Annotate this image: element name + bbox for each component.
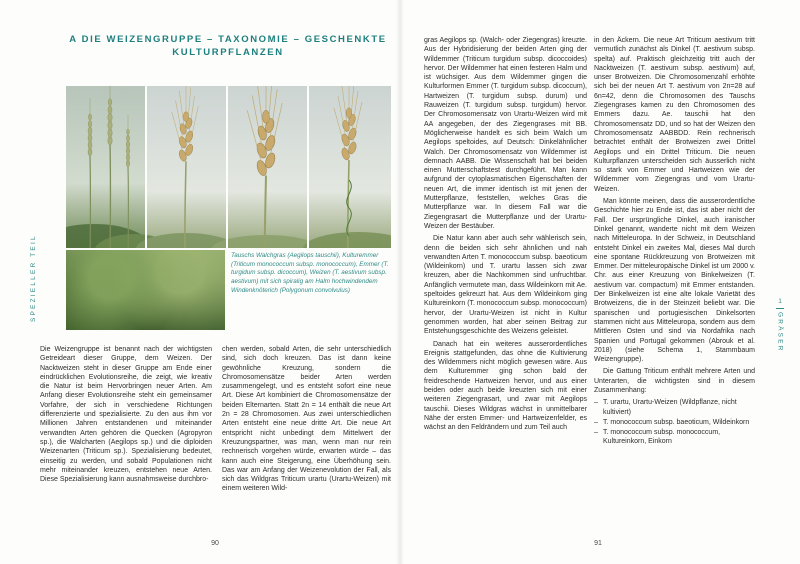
left-page-column-2 — [222, 345, 391, 537]
wheat-photo — [66, 86, 391, 248]
list-item — [594, 418, 755, 427]
vegetation-photo — [66, 250, 225, 330]
list-item-text: T. monococcum subsp. monococcum, Kultureinkorn, Einkorn — [603, 429, 721, 446]
list-item-text: T. urartu, Urartu-Weizen (Wildpflanze, nicht kultiviert) — [603, 399, 737, 416]
list-bullet: – — [594, 429, 598, 437]
photo-panel-walchgras — [66, 86, 145, 248]
section-sidebar-label: SPEZIELLER TEIL — [30, 234, 37, 322]
right-page-column-2 — [594, 36, 755, 542]
species-list — [594, 398, 755, 446]
body-paragraph: Man könnte meinen, dass die ausserordentliche Geschichte hier zu Ende ist, das ist aber nicht der Fall. Der ursprüngliche Dinkel, auch iranischer Dinkel genannt, wanderte nicht mit dem Weizen nach Mitteleuropa. In der Schweiz, in Deutschland entsteht Dinkel ein zweites Mal, dieses Mal durch eine spontane Rückkreuzung von Brotweizen mit Emmer. Der mitteleuropäische Dinkel ist um 2000 v. Chr. aus einer Kreuzung von Binkelweizen (T. aestivum var. compactum) mit Emmer entstanden. Der Binkelweizen ist eine alte lokale Varietät des Brotweizens, die in der Steinzeit beliebt war. Die spanischen und portugiesischen Dinkelsorten stammen nicht aus Mitteleuropa, sondern aus dem Mittleren Osten und sind via Nordafrika nach Spanien und Portugal gekommen (Abrouk et al. 2018) (siehe Schema 1, Stammbaum Weizengruppe). — [594, 198, 755, 364]
page-number-left: 90 — [211, 540, 219, 547]
body-paragraph: chen werden, sobald Arten, die sehr unterschiedlich sind, sich doch kreuzen. Das ist dann keine gewöhnliche Kreuzung, sondern die Chromosomensätze beider Arten werden zusammengelegt, und es entsteht sofort eine neue Art. Diese Art kombiniert die Chromosomensätze der beiden Elternarten. Statt 2n = 14 enthält die neue Art 2n = 28 Chromosomen. Aus zwei unterschiedlichen Arten entsteht eine neue dritte Art. Die neue Art entspricht nicht unbedingt dem Mittelwert der Kreuzungspartner, was man, wenn man nur rein rechnerisch vorgehen würde, erwarten würde – das kann auch eine Steigerung, eine Überhöhung sein. Das war am Anfang der Weizenevolution der Fall, als sich das Wildgras Triticum urartu (Urartu-Weizen) mit einem weiteren Wild- — [222, 346, 391, 493]
body-paragraph: Danach hat ein weiteres ausserordentliches Ereignis stattgefunden, das ohne die Kultivierung des Wildemmers nicht möglich gewesen wäre. Aus dem Kulturemmer ging schon bald der freidreschende Hartweizen hervor, und aus einer beiden oder auch beide kreuzten sich mit einer weiteren Ziegengrasart, und zwar mit Aegilops tauschii. Dieses Wildgras wächst in unmittelbarer Nähe der ersten Emmer- und Hartweizenfelder, es wächst an den Feldrändern und zum Teil auch — [424, 340, 587, 432]
chapter-sidebar-label — [772, 298, 788, 378]
list-item-text: T. monococcum subsp. baeoticum, Wildeinkorn — [603, 418, 750, 426]
page-gutter — [396, 0, 404, 564]
body-paragraph: Die Weizengruppe ist benannt nach der wichtigsten Getreideart dieser Gruppe, dem Weizen. Der Nacktweizen steht in dieser Gruppe am Ende einer eindrücklichen Evolutionsreihe, die zeigt, wie kreativ die Natur ist beim Hervorbringen neuer Arten. Am Anfang dieser Evolutionsreihe steht ein gemeinsamer Vorfahre, der sich in verschiedene Richtungen differenzierte und spezialisierte. Zu den aus ihm vor Millionen Jahren entstandenen und miteinander verwandten Arten gehören die Quecken (Agropyron sp.), die Walcharten (Aegilops sp.) und die diploiden Weizenarten (Triticum sp.). Spezialisierung bedeutet, einseitig zu werden, und sobald Populationen nicht mehr miteinander kreuzen, entstehen neue Arten. Diese Spezialisierung kann ausnahmsweise durchbro- — [40, 346, 212, 484]
list-item — [594, 398, 755, 417]
chapter-name: GRÄSER — [776, 312, 784, 353]
body-paragraph: Die Gattung Triticum enthält mehrere Arten und Unterarten, die wichtigsten sind in diesem Zusammenhang: — [594, 368, 755, 394]
wheat-photo-illustration — [66, 86, 391, 248]
left-page-column-1 — [40, 345, 212, 537]
chapter-number: 1 — [778, 298, 782, 305]
list-bullet: – — [594, 399, 598, 407]
body-paragraph: in den Äckern. Die neue Art Triticum aestivum tritt vermutlich zunächst als Dinkel (T. aestivum subsp. spelta) auf. Praktisch gleichzeitig tritt auch der Nacktweizen (T. aestivum subsp. aestivum) auf, unser Brotweizen. Die Chromosomenzahl erhöhte sich bei der neuen Art T. aestivum von 2n=28 auf 6n=42, denn die Chromosomen des Tauschs Ziegengrases kamen zu den Chromosomen des Emmers dazu. Ae. tauschii hat den Chromosomensatz DD, und so hat der Weizen den Chromosomensatz AABBDD. Rein rechnerisch betrachtet enthält der Brotweizen zwei Drittel Aegilops und ein Drittel Triticum. Die neuen Kulturpflanzen unterscheiden sich äusserlich nicht so stark von Emmer und Hartweizen wie der Wildemmer vom Ziegengras und vom Urartu-Weizen. — [594, 37, 755, 193]
body-paragraph: gras Aegilops sp. (Walch- oder Ziegengras) kreuzte. Aus der Hybridisierung der beiden Arten ging der Wildemmer (Triticum turgidum subsp. dicoccoides) hervor. Der Wildemmer hat einen festeren Halm und ist wüchsiger. Aus dem Wildemmer gingen die Kulturformen Emmer (T. turgidum subsp. dicoccum), Hartweizen (T. turgidum subsp. durum) und Rauweizen (T. turgidum subsp. turgidum) hervor. Der Chromosomensatz von Urartu-Weizen wird mit AA angegeben, der des Ziegengrases mit BB. Möglicherweise handelt es sich beim Walch um Aegilops speltoides, auf Deutsch: Dinkelähnlicher Walch. Der Chromosomensatz von Wildemmer ist demnach AABB. Die Wissenschaft hat bei beiden einen Mutterschaftstest durchgeführt. Man kann aufgrund der cytoplasmatischen Eigenschaften der neuen Art, die immer identisch ist mit jenen der Mutterpflanze, feststellen, welches Gras die Mutterpflanze war. In diesem Fall war die Ziegengrasart die Mutterpflanze und der Urartu-Weizen der Bestäuber. — [424, 37, 587, 230]
chapter-heading-line1: A DIE WEIZENGRUPPE – TAXONOMIE – GESCHENKTE — [69, 34, 387, 45]
right-page-column-1 — [424, 36, 587, 542]
list-bullet: – — [594, 418, 598, 426]
page-number-right: 91 — [594, 540, 602, 547]
list-item — [594, 428, 755, 447]
body-paragraph: Die Natur kann aber auch sehr wählerisch sein, denn die beiden sich sehr ähnlichen und nah verwandten Arten T. monococcum subsp. baeoticum (Wildeinkorn) und T. urartu lassen sich zwar kreuzen, aber die Nachkommen sind unfruchtbar. Anfänglich vermutete man, dass Wildeinkorn mit Ae. speltoides gekreuzt hat. Aus dem Wildeinkorn ging Kultureinkorn (T. monococcum subsp. monococcum) hervor, der Urartu-Weizen ist nicht in Kultur genommen worden, hat aber seinen Beitrag zur Entstehungsgeschichte des Weizens geleistet. — [424, 235, 588, 336]
photo-caption: Tauschs Walchgras (Aegilops tauschii), Kulturemmer (Triticum monococcum subsp. monococcum), Emmer (T. turgidum subsp. dicoccum), Weizen (T. aestivum subsp. aestivum) mit sich spiralig am Halm hochwindendem Windenknöterich (Polygonum convolvulus) — [231, 252, 389, 294]
sidebar-divider — [776, 308, 784, 309]
chapter-heading-line2: KULTURPFLANZEN — [172, 47, 284, 58]
chapter-heading — [58, 33, 398, 59]
